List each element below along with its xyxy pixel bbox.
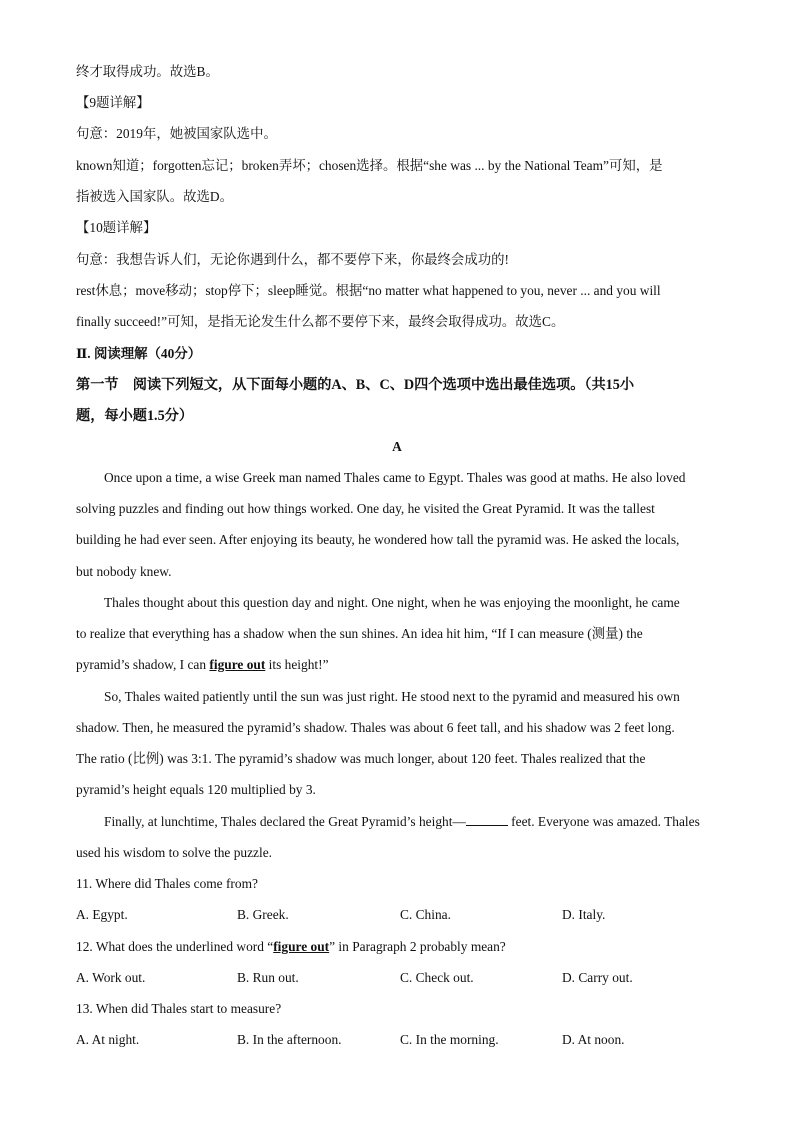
- option-a: A. Egypt.: [76, 907, 128, 922]
- passage-text: pyramid’s shadow, I can: [76, 657, 210, 672]
- passage-line: shadow. Then, he measured the pyramid’s shadow. Thales was about 6 feet tall, and his shadow was 2 feet long.: [76, 720, 675, 735]
- text-line: known知道；forgotten忘记；broken弄坏；chosen选择。根据“she was ... by the National Team”可知，是: [76, 158, 663, 173]
- option-d: D. Italy.: [562, 907, 606, 922]
- option-c: C. Check out.: [400, 970, 474, 985]
- question-9-heading: 【9题详解】: [76, 95, 150, 110]
- option-c: C. China.: [400, 907, 451, 922]
- text-line: 句意：2019年，她被国家队选中。: [76, 126, 277, 141]
- section-instruction: 题，每小题1.5分）: [76, 408, 194, 424]
- question-stem: [76, 937, 724, 957]
- passage-text: Finally, at lunchtime, Thales declared the Great Pyramid’s height—: [104, 814, 466, 829]
- text-line: 终才取得成功。故选B。: [76, 64, 219, 79]
- option-c: C. In the morning.: [400, 1032, 499, 1047]
- option-b: B. In the afternoon.: [237, 1032, 342, 1047]
- option-b: B. Greek.: [237, 907, 289, 922]
- passage-line: building he had ever seen. After enjoying its beauty, he wondered how tall the pyramid was. He asked the locals,: [76, 532, 680, 547]
- question-text: ” in Paragraph 2 probably mean?: [329, 939, 506, 954]
- passage-text: its height!”: [265, 657, 329, 672]
- passage-line: Once upon a time, a wise Greek man named Thales came to Egypt. Thales was good at maths. He also loved: [104, 470, 686, 485]
- passage-line: [76, 655, 724, 675]
- section-instruction: 第一节 阅读下列短文，从下面每小题的A、B、C、D四个选项中选出最佳选项。（共15小: [76, 377, 635, 393]
- section-heading: Ⅱ. 阅读理解（40分）: [76, 346, 202, 361]
- underlined-phrase: figure out: [273, 939, 330, 954]
- option-a: A. At night.: [76, 1032, 140, 1047]
- text-line: rest休息；move移动；stop停下；sleep睡觉。根据“no matter what happened to you, never ... and you will: [76, 283, 661, 298]
- passage-line: So, Thales waited patiently until the sun was just right. He stood next to the pyramid and measured his own: [104, 689, 680, 704]
- text-line: 句意：我想告诉人们，无论你遇到什么，都不要停下来，你最终会成功的!: [76, 252, 509, 267]
- passage-line: Thales thought about this question day and night. One night, when he was enjoying the moonlight, he came: [104, 595, 680, 610]
- text-line: finally succeed!”可知，是指无论发生什么都不要停下来，最终会取得成功。故选C。: [76, 314, 565, 329]
- answer-blank: [466, 813, 508, 826]
- question-stem: 11. Where did Thales come from?: [76, 876, 258, 891]
- passage-line: but nobody knew.: [76, 564, 172, 579]
- question-stem: 13. When did Thales start to measure?: [76, 1001, 282, 1016]
- passage-text: feet. Everyone was amazed. Thales: [507, 814, 700, 829]
- option-a: A. Work out.: [76, 970, 146, 985]
- passage-line: [104, 812, 724, 832]
- passage-title: A: [392, 439, 402, 454]
- underlined-phrase: figure out: [209, 657, 266, 672]
- option-d: D. Carry out.: [562, 970, 633, 985]
- question-10-heading: 【10题详解】: [76, 220, 157, 235]
- option-b: B. Run out.: [237, 970, 299, 985]
- option-d: D. At noon.: [562, 1032, 625, 1047]
- passage-line: solving puzzles and finding out how things worked. One day, he visited the Great Pyramid. It was the tallest: [76, 501, 655, 516]
- passage-line: used his wisdom to solve the puzzle.: [76, 845, 272, 860]
- question-text: 12. What does the underlined word “: [76, 939, 274, 954]
- passage-line: The ratio (比例) was 3:1. The pyramid’s shadow was much longer, about 120 feet. Thales realized that the: [76, 751, 646, 766]
- passage-line: pyramid’s height equals 120 multiplied by 3.: [76, 782, 316, 797]
- passage-line: to realize that everything has a shadow when the sun shines. An idea hit him, “If I can measure (测量) the: [76, 626, 643, 641]
- text-line: 指被选入国家队。故选D。: [76, 189, 233, 204]
